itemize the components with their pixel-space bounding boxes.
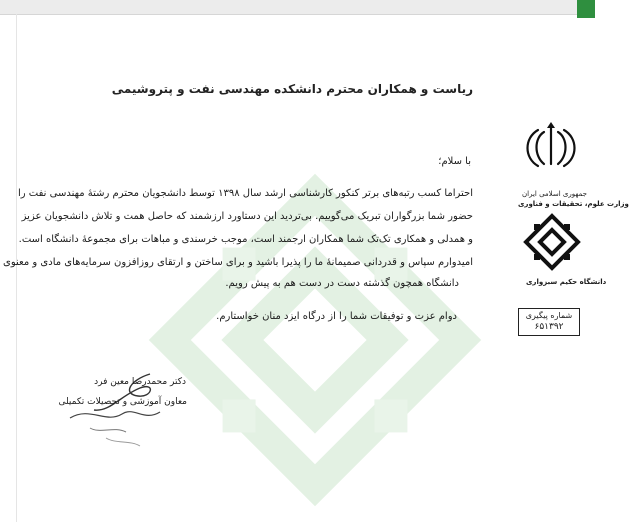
- body-line: امیدوارم سپاس و قدردانی صمیمانهٔ ما را پذیرا باشید و برای ساختن و ارتقای روزافزون سرمایه‌های مادی و معنوی: [3, 257, 473, 268]
- tracking-number-box: [518, 308, 580, 336]
- letter-closing: دوام عزت و توفیقات شما را از درگاه ایزد منان خواستارم.: [216, 311, 457, 322]
- tracking-label: شماره پیگیری: [525, 311, 573, 320]
- emblem-caption-line1: جمهوری اسلامی ایران: [522, 190, 587, 198]
- green-corner-mark: [577, 0, 595, 18]
- signer-title: معاون آموزشی و تحصیلات تکمیلی: [58, 397, 187, 407]
- body-line: حضور شما بزرگواران تبریک می‌گوییم. بی‌تردید این دستاورد ارزشمند که حاصل همت و تلاش دانشجویان عزیز: [21, 211, 473, 222]
- iran-emblem-icon: [520, 120, 582, 190]
- tracking-number: ۶۵۱۳۹۲: [534, 322, 564, 332]
- top-bar: [0, 0, 595, 15]
- page-border: [16, 14, 17, 522]
- university-watermark: [150, 175, 480, 505]
- body-line: احتراما کسب رتبه‌های برتر کنکور کارشناسی ارشد سال ۱۳۹۸ توسط دانشجویان محترم رشتهٔ مهندسی نفت را: [17, 188, 473, 199]
- body-line: و همدلی و همکاری تک‌تک شما همکاران ارجمند است، موجب خرسندی و مباهات برای مجموعهٔ دانشگاه است.: [18, 234, 473, 245]
- university-name: دانشگاه حکیم سبزواری: [526, 278, 607, 286]
- letter-greeting: با سلام؛: [438, 156, 471, 167]
- university-logo-icon: [522, 212, 582, 274]
- emblem-caption-line2: وزارت علوم، تحقیقات و فناوری: [518, 200, 629, 208]
- body-line: دانشگاه همچون گذشته دست در دست هم به پیش رویم.: [225, 278, 459, 289]
- letter-heading: ریاست و همکاران محترم دانشکده مهندسی نفت و پتروشیمی: [111, 82, 473, 96]
- signer-name: دکتر محمدرضا معین فرد: [94, 377, 186, 387]
